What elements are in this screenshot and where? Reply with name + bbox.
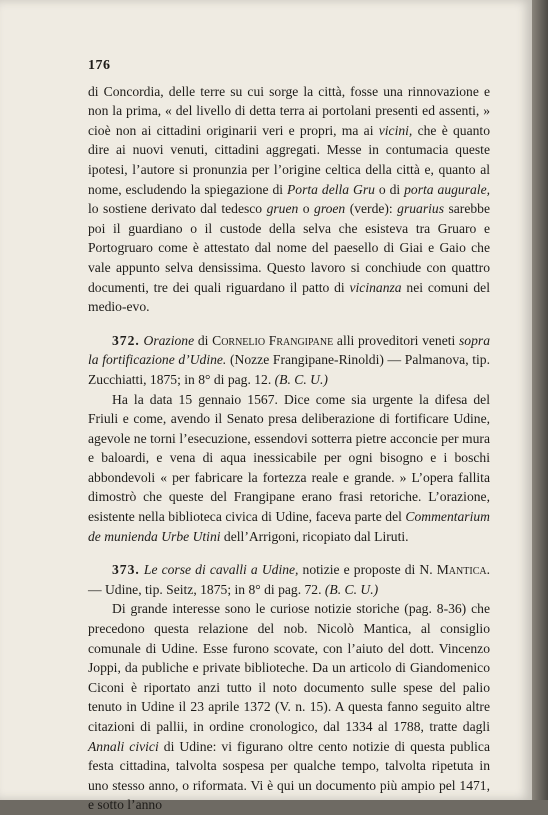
entry-body-text: di Udine: vi figurano oltre cento notizie di questa publica festa cittadina, talvolta sospesa per qualche tempo, talvolta ripetuta in uno stesso anno, o riformata. Vi è qui un documento più ampio pel 1471, e sotto l’anno [88, 738, 491, 813]
intro-text: che è quanto dire ai nuovi venuti, cittadini aggregati. Messe in contumacia queste ipotesi, l’autore si pronunzia per l’origine celtica della città e, quanto al nome, escludendo la spiegazione di [88, 122, 490, 197]
entry-text: — Udine, tip. Seitz, 1875; in 8° di pag. 72. [88, 581, 325, 597]
entry-author: Mantica. [436, 562, 490, 578]
entry-text: di [194, 332, 213, 348]
intro-italic: porta augurale, [404, 181, 491, 197]
book-gutter-edge [532, 0, 548, 800]
entry-source: (B. C. U.) [324, 581, 379, 597]
intro-paragraph [88, 82, 490, 317]
intro-italic: groen [314, 201, 346, 217]
entry-body-text: Ha la data 15 gennaio 1567. Dice come sia urgente la difesa del Friuli e come, avendo il Senato presa deliberazione di fortificare Udine, agevole ne torni l’esecuzione, essendovi sotterra pietre acconcie per mura e baloardi, e vena di aqua inessicabile per ogni bisogno e i boschi abbondevoli « per fabricare la fortezza reale e grande. » L’opera fallita dimostrò che queste del Frangipane erano frasi retoriche. L’orazione, esistente nella biblioteca civica di Udine, faceva parte del [88, 391, 490, 525]
intro-text: o [298, 201, 315, 217]
intro-italic: gruarius [397, 201, 445, 217]
intro-italic: vicini, [378, 122, 413, 138]
entry-text: notizie e proposte di N. [298, 562, 437, 578]
intro-text: o di [374, 181, 405, 197]
entry-body-text: Di grande interesse sono le curiose notizie storiche (pag. 8-36) che precedono questa relazione del nob. Nicolò Mantica, al consiglio comunale di Udine. Esse furono scovate, con l’aiuto del dott. Vincenzo Joppi, da publiche e private biblioteche. Da un articolo di Giandomenico Ciconi è riportato anzi tutto il noto documento sulle spese del palio tenuto in Udine il 23 aprile 1372 (V. n. 15). A questa fanno seguito altre citazioni di pallii, in ordine cronologico, dal 1334 al 1788, tratte dagli [88, 601, 490, 734]
entry-text: alli proveditori veneti [333, 332, 460, 348]
entry-body-italic: Annali civici [88, 738, 159, 754]
entry-372-heading [88, 331, 490, 390]
entry-source: (B. C. U.) [274, 371, 328, 387]
entry-373-heading [88, 560, 490, 599]
intro-text: nei comuni del medio-evo. [88, 279, 490, 315]
entry-subject: sopra la fortificazione d’Udine. [88, 332, 490, 368]
intro-text: di Concordia, delle terre su cui sorge la città, fosse una rinnovazione e non la prima, « del livello di detta terra ai portolani presenti ed assenti, » cioè non ai cittadini originarii veri e propri, ma ai [88, 83, 490, 138]
intro-italic: gruen [266, 201, 299, 217]
entry-number: 372. [112, 332, 140, 348]
intro-italic: Porta della Gru [287, 181, 375, 197]
entry-title: Le corse di cavalli a Udine, [143, 562, 299, 578]
entry-372-body [88, 390, 490, 547]
intro-italic: vicinanza [349, 279, 402, 295]
page-number: 176 [88, 58, 111, 73]
entry-373-body [88, 599, 490, 815]
entry-body-italic: Commentarium de munienda Urbe Utini [88, 509, 490, 544]
entry-title: Orazione [143, 332, 195, 348]
intro-text: (verde): [345, 201, 398, 217]
entry-author: Cornelio Frangipane [212, 332, 334, 348]
entry-body-text: dell’Arrigoni, ricopiato dal Liruti. [220, 528, 409, 544]
page-content [88, 56, 490, 815]
intro-text: sarebbe poi il guardiano o il custode della selva che esisteva tra Gruaro e Portogruaro come è attestato dal nome del paesello di Giai e Gaio che vale appunto selva densissima. Questo lavoro si conchiude con quattro documenti, tre dei quali riguardano il patto di [88, 201, 490, 295]
entry-text: (Nozze Frangipane-Rinoldi) — Palmanova, tip. Zucchiatti, 1875; in 8° di pag. 12. [88, 352, 490, 387]
entry-number: 373. [112, 562, 140, 578]
intro-text: lo sostiene derivato dal tedesco [88, 201, 267, 217]
